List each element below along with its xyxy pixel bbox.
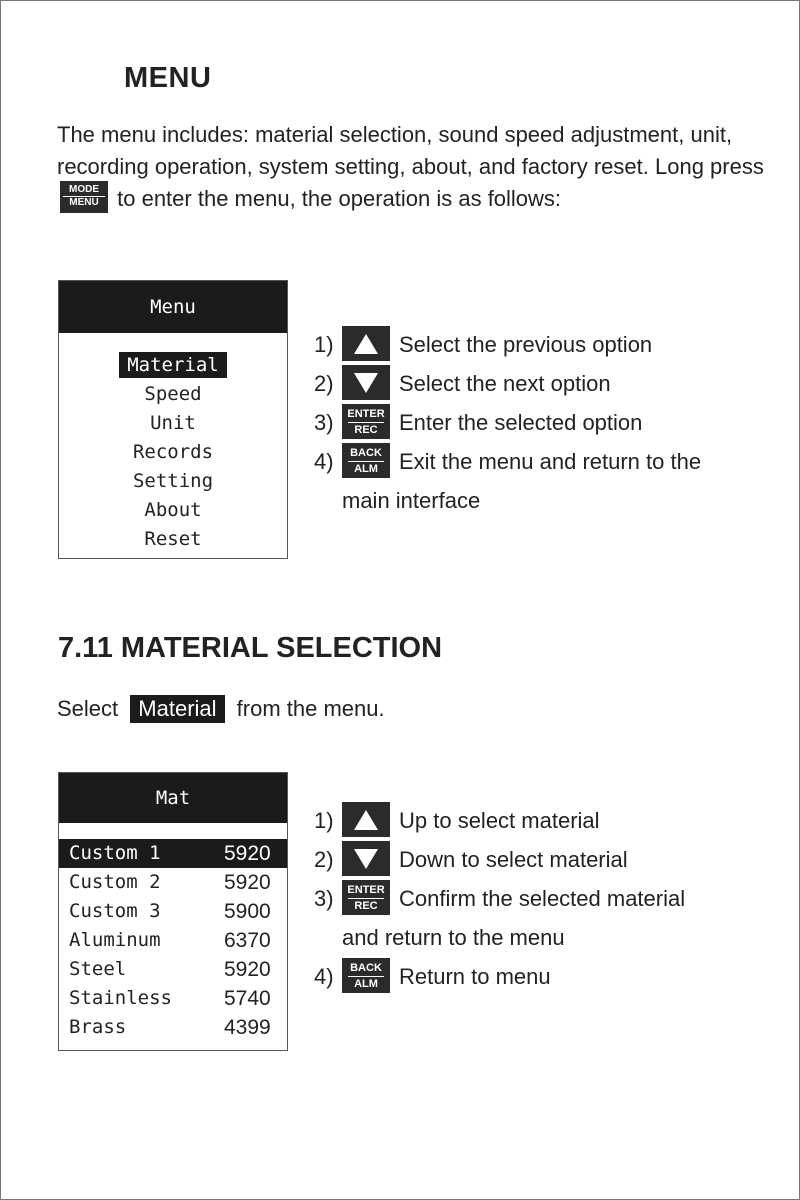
table-row: Custom 2 5920	[69, 871, 271, 894]
menu-item-reset: Reset	[144, 528, 202, 550]
up-arrow-key-icon	[342, 802, 390, 837]
material-highlight: Material	[130, 695, 224, 723]
menu-intro	[57, 119, 772, 216]
menu-lcd-list	[59, 351, 287, 554]
enter-rec-key-icon: ENTER REC	[342, 404, 390, 439]
intro-text-1: The menu includes: material selection, sound speed adjustment, unit, recording operation, system setting, about, and factory reset. Long press	[57, 122, 764, 179]
table-row: Aluminum 6370	[69, 929, 271, 952]
material-table	[59, 839, 287, 1042]
menu-item-records: Records	[132, 441, 214, 463]
table-row: Brass 4399	[69, 1016, 271, 1039]
intro-text-2: to enter the menu, the operation is as follows:	[117, 186, 562, 211]
menu-item-about: About	[144, 499, 202, 521]
menu-item-material: Material	[59, 351, 287, 380]
table-row: Custom 3 5900	[69, 900, 271, 923]
table-row: Custom 1 5920	[59, 839, 287, 868]
menu-item-speed: Speed	[144, 383, 202, 405]
mode-menu-key-icon: MODE MENU	[60, 181, 108, 213]
back-alm-key-icon: BACK ALM	[342, 958, 390, 993]
menu-item-unit: Unit	[150, 412, 196, 434]
table-row: Stainless 5740	[69, 987, 271, 1010]
material-lcd-screen	[58, 772, 288, 1051]
material-select-instruction: Select Material from the menu.	[57, 696, 385, 721]
menu-step-4-continuation: main interface	[342, 488, 481, 513]
table-row: Steel 5920	[69, 958, 271, 981]
down-arrow-key-icon	[342, 365, 390, 400]
menu-lcd-title: Menu	[59, 281, 287, 333]
menu-item-setting: Setting	[132, 470, 214, 492]
up-arrow-key-icon	[342, 326, 390, 361]
menu-heading: MENU	[124, 62, 212, 94]
menu-lcd-screen	[58, 280, 288, 559]
back-alm-key-icon: BACK ALM	[342, 443, 390, 478]
enter-rec-key-icon: ENTER REC	[342, 880, 390, 915]
material-lcd-title: Mat	[59, 773, 287, 823]
material-step-3-continuation: and return to the menu	[342, 925, 565, 950]
down-arrow-key-icon	[342, 841, 390, 876]
material-selection-heading: 7.11 MATERIAL SELECTION	[58, 632, 443, 664]
